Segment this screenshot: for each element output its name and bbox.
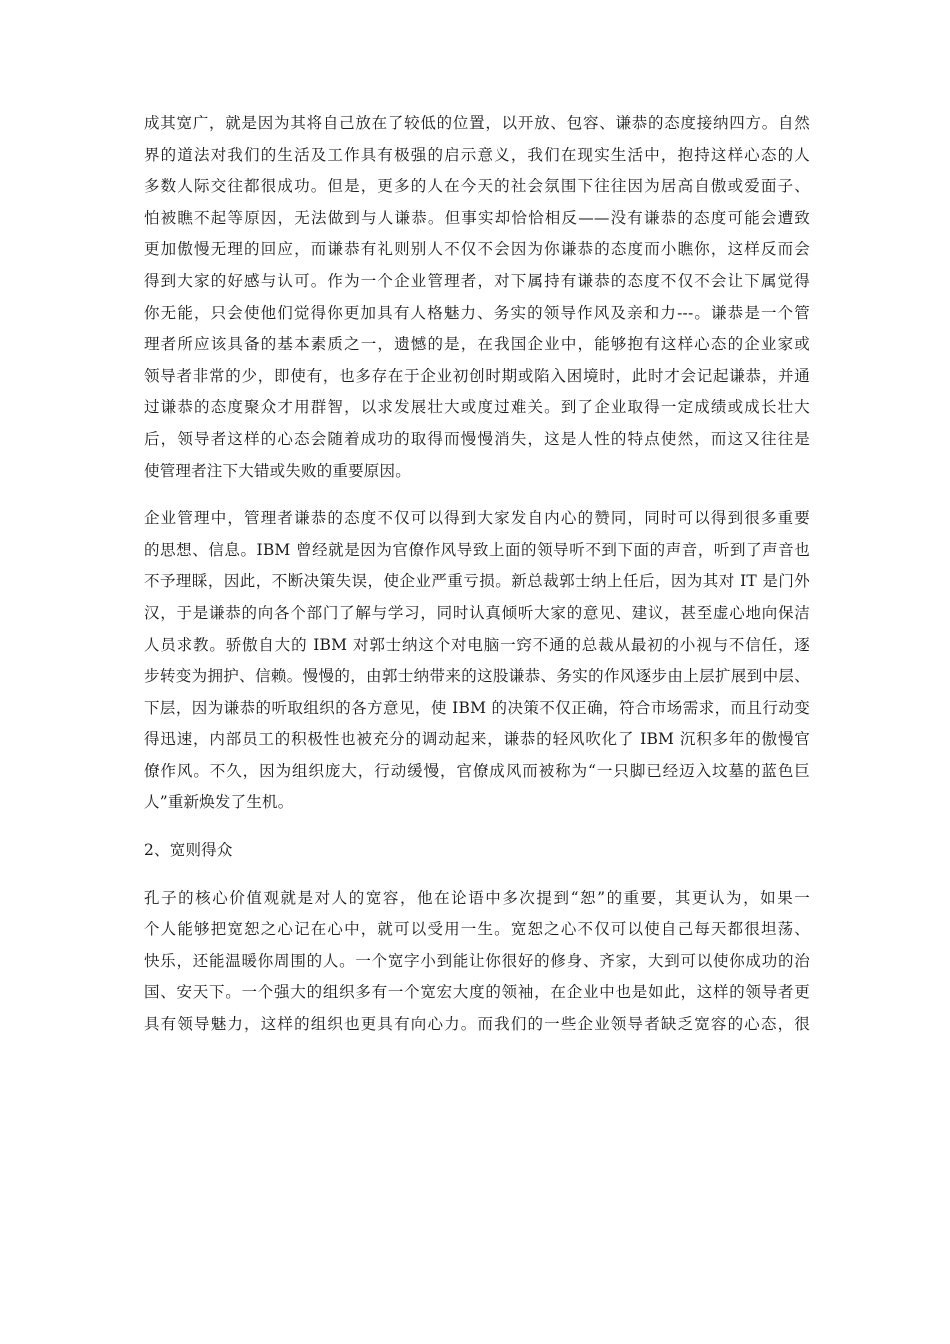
text-line: 后，领导者这样的心态会随着成功的取得而慢慢消失，这是人性的特点使然，而这又往往是 (144, 429, 810, 448)
text-line: 步转变为拥护、信赖。慢慢的，由郭士纳带来的这股谦恭、务实的作风逐步由上层扩展到中层、 (144, 667, 810, 686)
text-line: 下层，因为谦恭的听取组织的各方意见，使 IBM 的决策不仅正确，符合市场需求，而且行动变 (144, 698, 810, 717)
text-line: 人”重新焕发了生机。 (144, 793, 294, 812)
text-line: 成其宽广，就是因为其将自己放在了较低的位置，以开放、包容、谦恭的态度接纳四方。自然 (144, 114, 810, 132)
text-line: 使管理者注下大错或失败的重要原因。 (144, 461, 411, 480)
text-line: 怕被瞧不起等原因，无法做到与人谦恭。但事实却恰恰相反——没有谦恭的态度可能会遭致 (144, 208, 810, 227)
text-line: 多数人际交往都很成功。但是，更多的人在今天的社会氛围下往往因为居高自傲或爱面子、 (144, 177, 810, 196)
text-line: 僚作风。不久，因为组织庞大，行动缓慢，官僚成风而被称为“一只脚已经迈入坟墓的蓝色巨 (144, 761, 810, 780)
text-line: 孔子的核心价值观就是对人的宽容，他在论语中多次提到“恕”的重要，其更认为，如果一 (144, 888, 810, 907)
document-body (144, 108, 810, 1041)
text-line: 更加傲慢无理的回应，而谦恭有礼则别人不仅不会因为你谦恭的态度而小瞧你，这样反而会 (144, 240, 810, 259)
text-line: 汉，于是谦恭的向各个部门了解与学习，同时认真倾听大家的意见、建议，甚至虚心地向保洁 (144, 603, 810, 622)
text-line: 快乐，还能温暖你周围的人。一个宽字小到能让你很好的修身、齐家，大到可以使你成功的治 (144, 951, 810, 970)
paragraph-tolerance (144, 883, 810, 1041)
paragraph-gap (144, 819, 810, 835)
text-line: 不予理睬，因此，不断决策失误，使企业严重亏损。新总裁郭士纳上任后，因为其对 IT 是门外 (144, 572, 810, 591)
paragraph-ibm-example (144, 503, 810, 819)
paragraph-humility (144, 108, 810, 487)
paragraph-gap (144, 487, 810, 503)
text-line: 具有领导魅力，这样的组织也更具有向心力。而我们的一些企业领导者缺乏宽容的心态，很 (144, 1015, 810, 1034)
text-line: 界的道法对我们的生活及工作具有极强的启示意义，我们在现实生活中，抱持这样心态的人 (144, 145, 810, 164)
text-line: 的思想、信息。IBM 曾经就是因为官僚作风导致上面的领导听不到下面的声音，听到了声音也 (144, 540, 810, 559)
text-line: 得到大家的好感与认可。作为一个企业管理者，对下属持有谦恭的态度不仅不会让下属觉得 (144, 271, 810, 290)
text-line: 你无能，只会使他们觉得你更加具有人格魅力、务实的领导作风及亲和力---。谦恭是一个管 (144, 303, 810, 322)
text-line: 领导者非常的少，即使有，也多存在于企业初创时期或陷入困境时，此时才会记起谦恭，并通 (144, 366, 810, 385)
heading-line: 2、宽则得众 (144, 841, 233, 860)
text-line: 国、安天下。一个强大的组织多有一个宽宏大度的领袖，在企业中也是如此，这样的领导者更 (144, 983, 810, 1002)
text-line: 过谦恭的态度聚众才用群智，以求发展壮大或度过难关。到了企业取得一定成绩或成长壮大 (144, 398, 810, 417)
text-line: 理者所应该具备的基本素质之一，遗憾的是，在我国企业中，能够抱有这样心态的企业家或 (144, 335, 810, 354)
text-line: 个人能够把宽恕之心记在心中，就可以受用一生。宽恕之心不仅可以使自己每天都很坦荡、 (144, 920, 810, 939)
text-line: 企业管理中，管理者谦恭的态度不仅可以得到大家发自内心的赞同，同时可以得到很多重要 (144, 509, 810, 528)
text-line: 人员求教。骄傲自大的 IBM 对郭士纳这个对电脑一窍不通的总裁从最初的小视与不信任，逐 (144, 635, 810, 654)
paragraph-gap (144, 867, 810, 883)
section-heading (144, 835, 810, 867)
text-line: 得迅速，内部员工的积极性也被充分的调动起来，谦恭的轻风吹化了 IBM 沉积多年的傲慢官 (144, 730, 810, 749)
